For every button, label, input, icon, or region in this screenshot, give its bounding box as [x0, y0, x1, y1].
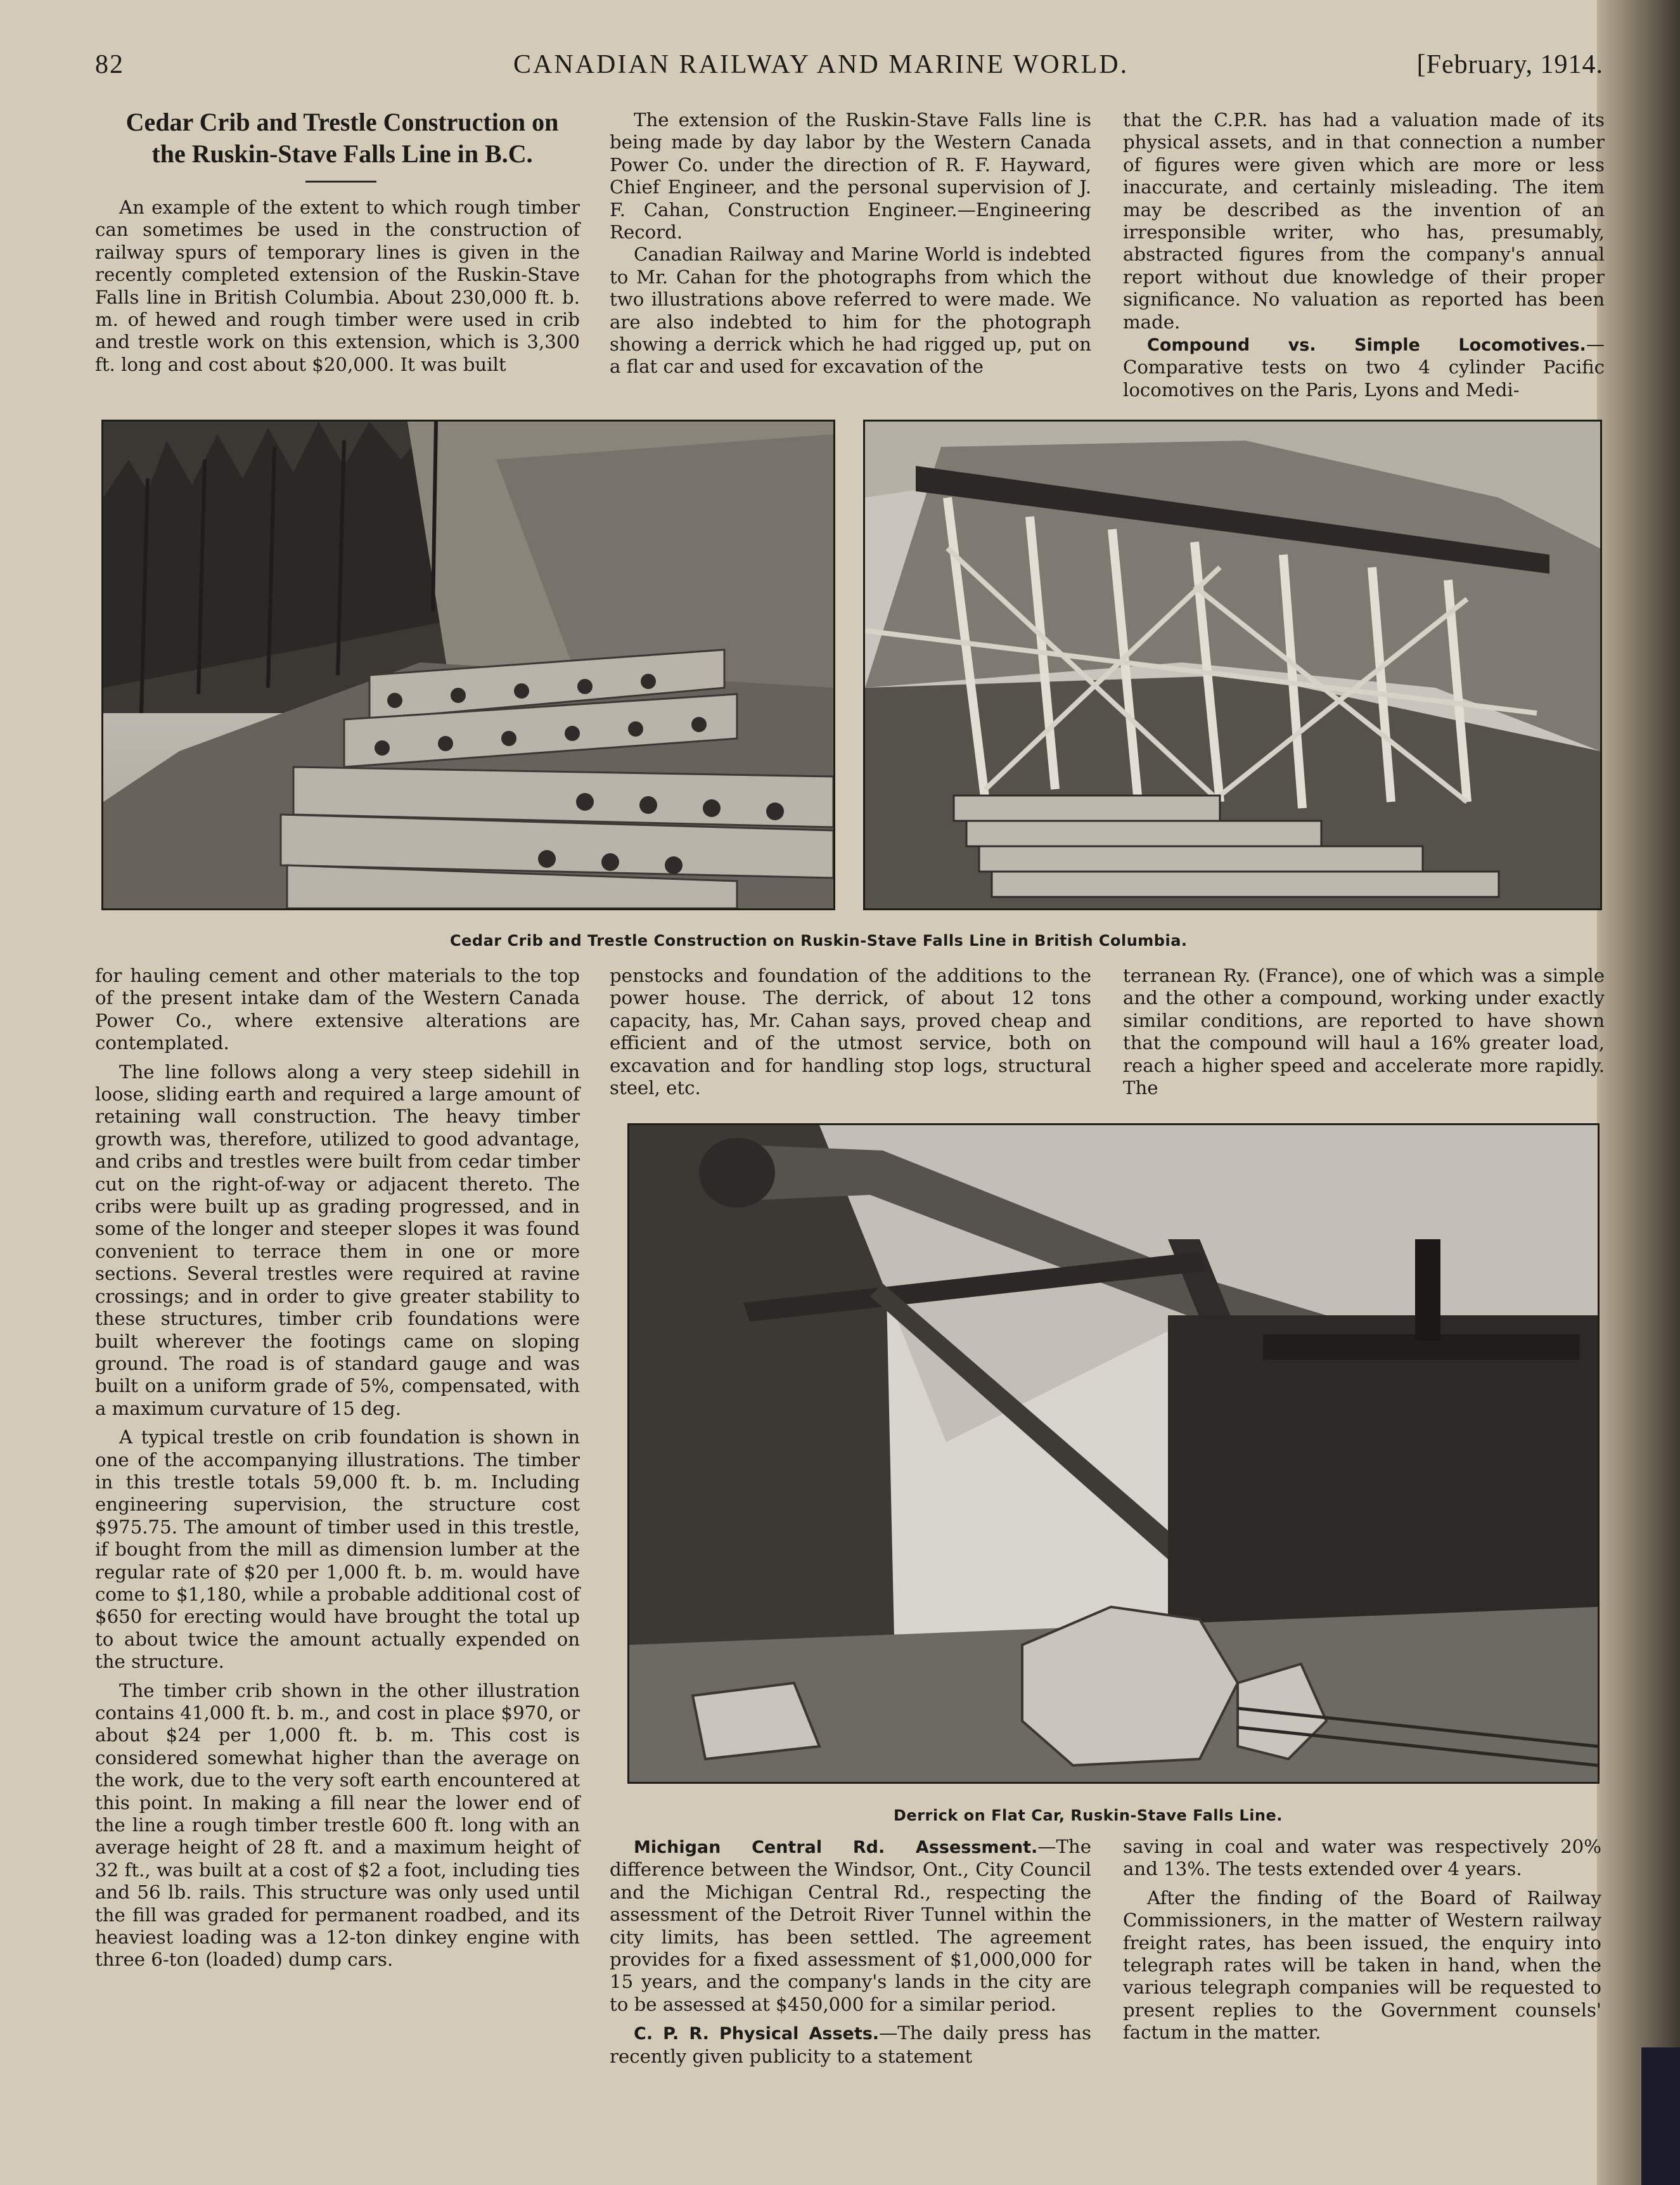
run-in-heading: Michigan Central Rd. Assessment. — [634, 1838, 1038, 1857]
journal-title: CANADIAN RAILWAY AND MARINE WORLD. — [513, 50, 1129, 79]
article-title-line2: the Ruskin-Stave Falls Line in B.C. — [151, 139, 533, 168]
page-edge-dark-corner — [1641, 2047, 1680, 2185]
run-in-heading: C. P. R. Physical Assets. — [634, 2024, 880, 2044]
paragraph: saving in coal and water was respectively 20% and 13%. The tests extended over 4 years. — [1123, 1836, 1601, 1880]
column-3-mid — [1123, 965, 1605, 1099]
run-in-body: —The daily press has recently given publicity to a statement — [610, 2022, 1091, 2067]
column-3-bottom — [1123, 1836, 1601, 2044]
photo-derrick — [627, 1123, 1600, 1784]
paragraph: that the C.P.R. has had a valuation made of its physical assets, and in that connection a number of figures were given which are more or less inaccurate, and certainly misleading. The item may be described as the invention of an irresponsible writer, who has, presumably, abstracted figures from the company's annual report without due knowledge of their proper significance. No valuation as reported has been made. — [1123, 109, 1605, 333]
article-title — [95, 106, 589, 170]
photo-cedar-crib — [101, 420, 835, 910]
article-title-line1: Cedar Crib and Trestle Construction on — [125, 108, 559, 136]
column-2-mid — [610, 965, 1091, 1099]
paragraph: for hauling cement and other materials to the top of the present intake dam of the Western Canada Power Co., where extensive alterations are contemplated. — [95, 965, 580, 1054]
column-2-bottom — [610, 1836, 1091, 2068]
paragraph — [610, 2022, 1091, 2068]
paragraph: The extension of the Ruskin-Stave Falls line is being made by day labor by the Western Canada Power Co. under the direction of R. F. Hayward, Chief Engineer, and the personal supervision of J. F. Cahan, Construction Engineer.—Engineering Record. — [610, 109, 1091, 243]
paragraph: Canadian Railway and Marine World is indebted to Mr. Cahan for the photographs from which the two illustrations above referred to were made. We are also indebted to him for the photograph showing a derrick which he had rigged up, put on a flat car and used for excavation of the — [610, 243, 1091, 378]
page-number: 82 — [95, 50, 124, 79]
column-1-top — [95, 197, 580, 376]
column-3-top — [1123, 109, 1605, 401]
page-header — [95, 49, 1603, 87]
paragraph: The timber crib shown in the other illustration contains 41,000 ft. b. m., and cost in place $970, or about $24 per 1,000 ft. b. m. This cost is considered somewhat higher than the average on the work, due to the very soft earth encountered at this point. In making a fill near the lower end of the line a rough timber trestle 600 ft. long with an average height of 28 ft. and a maximum height of 32 ft., was built at a cost of $2 a foot, including ties and 56 lb. rails. This structure was only used until the fill was graded for permanent roadbed, and its heaviest loading was a 12-ton dinkey engine with three 6-ton (loaded) dump cars. — [95, 1679, 580, 1971]
caption-top-photos: Cedar Crib and Trestle Construction on Ruskin-Stave Falls Line in British Columbia. — [450, 932, 1188, 950]
photo-trestle — [863, 420, 1602, 910]
run-in-body: —The difference between the Windsor, Ont., City Council and the Michigan Central Rd., respecting the assessment of the Detroit River Tunnel within the city limits, has been settled. The agreement provides for a fixed assessment of $1,000,000 for 15 years, and the company's lands in the city are to be assessed at $450,000 for a similar period. — [610, 1836, 1091, 2015]
paragraph: An example of the extent to which rough timber can sometimes be used in the construction of railway spurs of temporary lines is given in the recently completed extension of the Ruskin-Stave Falls line in British Columbia. About 230,000 ft. b. m. of hewed and rough timber were used in crib and trestle work on this extension, which is 3,300 ft. long and cost about $20,000. It was built — [95, 197, 580, 375]
column-1-bottom — [95, 965, 580, 1971]
issue-date: [February, 1914. — [1416, 50, 1603, 79]
paragraph — [610, 1836, 1091, 2016]
paragraph: The line follows along a very steep sidehill in loose, sliding earth and required a large amount of retaining wall construction. The heavy timber growth was, therefore, utilized to good advantage, and cribs and trestles were built from cedar timber cut on the right-of-way or adjacent thereto. The cribs were built up as grading progressed, and in some of the longer and steeper slopes it was found convenient to terrace them in one or more sections. Several trestles were required at ravine crossings; and in order to give greater stability to these structures, timber crib foundations were built wherever the footings came on sloping ground. The road is of standard gauge and was built on a uniform grade of 5%, compensated, with a maximum curvature of 15 deg. — [95, 1060, 580, 1419]
title-rule — [305, 181, 376, 183]
paragraph: terranean Ry. (France), one of which was a simple and the other a compound, working under exactly similar conditions, are reported to have shown that the compound will haul a 16% greater load, reach a higher speed and accelerate more rapidly. The — [1123, 965, 1605, 1099]
paragraph — [1123, 333, 1605, 401]
paragraph: A typical trestle on crib foundation is shown in one of the accompanying illustrations. The timber in this trestle totals 59,000 ft. b. m. Including engineering supervision, the structure cost $975.75. The amount of timber used in this trestle, if bought from the mill as dimension lumber at the regular rate of $20 per 1,000 ft. b. m. would have come to $1,180, while a probable additional cost of $650 for erecting would have brought the total up to about twice the amount actually expended on the structure. — [95, 1426, 580, 1673]
caption-derrick-photo: Derrick on Flat Car, Ruskin-Stave Falls Line. — [894, 1807, 1283, 1824]
run-in-heading: Compound vs. Simple Locomotives. — [1147, 335, 1586, 356]
paragraph: After the finding of the Board of Railway Commissioners, in the matter of Western railway freight rates, has been issued, the enquiry into telegraph rates will be taken in hand, when the various telegraph companies will be requested to present replies to the Government counsels' factum in the matter. — [1123, 1886, 1601, 2044]
paragraph: penstocks and foundation of the additions to the power house. The derrick, of about 12 tons capacity, has, Mr. Cahan says, proved cheap and efficient and of the utmost service, both on excavation and for handling stop logs, structural steel, etc. — [610, 965, 1091, 1099]
column-2-top — [610, 109, 1091, 378]
run-in-body: —Comparative tests on two 4 cylinder Pacific locomotives on the Paris, Lyons and Medi- — [1123, 333, 1605, 401]
page-edge-shadow — [1597, 0, 1680, 2185]
